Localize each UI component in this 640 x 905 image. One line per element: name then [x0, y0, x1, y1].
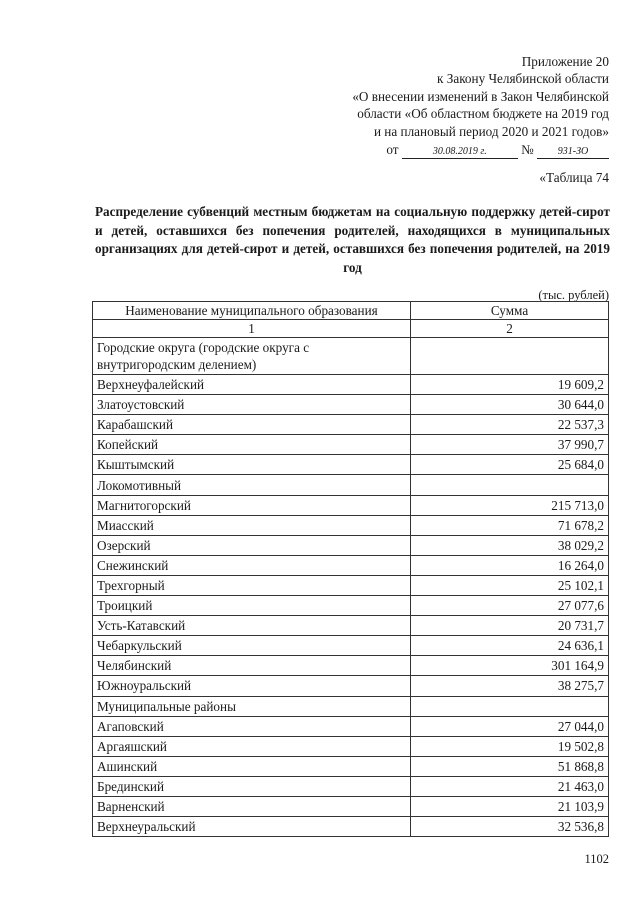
subvention-amount: 19 502,8	[411, 736, 609, 756]
municipality-name: Варненский	[93, 796, 411, 816]
appendix-header	[352, 53, 609, 159]
subvention-amount: 21 103,9	[411, 796, 609, 816]
table-row	[93, 676, 609, 696]
municipality-name: Трехгорный	[93, 575, 411, 595]
municipality-name: Копейский	[93, 435, 411, 455]
subvention-amount: 38 275,7	[411, 676, 609, 696]
subvention-amount: 27 077,6	[411, 596, 609, 616]
appendix-line-1: Приложение 20	[521, 54, 609, 69]
table-row	[93, 716, 609, 736]
law-number: 931-ЗО	[537, 146, 609, 159]
municipality-name: Озерский	[93, 535, 411, 555]
subvention-amount: 51 868,8	[411, 756, 609, 776]
municipality-name: Локомотивный	[93, 475, 411, 495]
units-note: (тыс. рублей)	[538, 288, 609, 302]
table-row	[93, 495, 609, 515]
table-row	[93, 736, 609, 756]
subvention-amount	[411, 475, 609, 495]
table-index-row	[93, 320, 609, 338]
group-sum-empty	[411, 696, 609, 716]
table-row	[93, 616, 609, 636]
municipality-name: Верхнеуральский	[93, 817, 411, 837]
municipality-name: Магнитогорский	[93, 495, 411, 515]
subvention-amount: 25 684,0	[411, 455, 609, 475]
subvention-amount: 38 029,2	[411, 535, 609, 555]
municipality-name: Кыштымский	[93, 455, 411, 475]
table-row	[93, 596, 609, 616]
number-prefix: №	[521, 142, 534, 158]
municipality-name: Чебаркульский	[93, 636, 411, 656]
group-label: Муниципальные районы	[93, 696, 411, 716]
municipality-name: Снежинский	[93, 555, 411, 575]
municipality-name: Аргаяшский	[93, 736, 411, 756]
law-date-line	[352, 141, 609, 159]
municipality-name: Агаповский	[93, 716, 411, 736]
subvention-amount: 32 536,8	[411, 817, 609, 837]
municipality-name: Троицкий	[93, 596, 411, 616]
municipality-name: Южноуральский	[93, 676, 411, 696]
column-header-sum: Сумма	[411, 302, 609, 320]
table-row	[93, 455, 609, 475]
subvention-amount: 215 713,0	[411, 495, 609, 515]
table-row	[93, 515, 609, 535]
table-row	[93, 796, 609, 816]
group-label: Городские округа (городские округа с внутригородским делением)	[93, 338, 411, 375]
date-prefix: от	[386, 142, 399, 158]
subvention-amount: 27 044,0	[411, 716, 609, 736]
column-header-name: Наименование муниципального образования	[93, 302, 411, 320]
law-date: 30.08.2019 г.	[402, 146, 518, 159]
table-row	[93, 636, 609, 656]
municipality-name: Златоустовский	[93, 395, 411, 415]
subvention-amount: 19 609,2	[411, 375, 609, 395]
subvention-amount: 21 463,0	[411, 776, 609, 796]
table-row	[93, 817, 609, 837]
subvention-amount: 37 990,7	[411, 435, 609, 455]
subvention-amount: 16 264,0	[411, 555, 609, 575]
table-row	[93, 395, 609, 415]
column-index-2: 2	[411, 320, 609, 338]
appendix-line-2: к Закону Челябинской области	[437, 71, 609, 87]
table-row	[93, 756, 609, 776]
municipality-name: Усть-Катавский	[93, 616, 411, 636]
municipality-name: Брединский	[93, 776, 411, 796]
column-index-1: 1	[93, 320, 411, 338]
table-row	[93, 776, 609, 796]
subvention-amount: 30 644,0	[411, 395, 609, 415]
subvention-table	[92, 301, 609, 837]
group-row-municipal-districts	[93, 696, 609, 716]
table-row	[93, 555, 609, 575]
subvention-amount: 301 164,9	[411, 656, 609, 676]
subvention-amount: 20 731,7	[411, 616, 609, 636]
table-row	[93, 415, 609, 435]
table-label: «Таблица 74	[539, 170, 609, 185]
appendix-line-4: области «Об областном бюджете на 2019 год	[357, 106, 609, 122]
table-row	[93, 656, 609, 676]
group-sum-empty	[411, 338, 609, 375]
table-body	[93, 338, 609, 837]
municipality-name: Челябинский	[93, 656, 411, 676]
table-header-row	[93, 302, 609, 320]
municipality-name: Ашинский	[93, 756, 411, 776]
document-title: Распределение субвенций местным бюджетам на социальную поддержку детей-сирот и детей, оставшихся без попечения родителей, находящихся в муниципальных организациях для детей-сирот и детей, оставшихся без попечения родителей, на 2019 год	[95, 204, 610, 275]
municipality-name: Миасский	[93, 515, 411, 535]
table-row	[93, 575, 609, 595]
table-row	[93, 535, 609, 555]
table-row	[93, 435, 609, 455]
municipality-name: Верхнеуфалейский	[93, 375, 411, 395]
appendix-line-3: «О внесении изменений в Закон Челябинской	[352, 88, 609, 104]
table-row	[93, 375, 609, 395]
subvention-amount: 25 102,1	[411, 575, 609, 595]
group-row-urban-districts	[93, 338, 609, 375]
municipality-name: Карабашский	[93, 415, 411, 435]
page-number: 1102	[584, 852, 609, 866]
subvention-amount: 22 537,3	[411, 415, 609, 435]
appendix-line-5: и на плановый период 2020 и 2021 годов»	[373, 123, 609, 139]
subvention-amount: 24 636,1	[411, 636, 609, 656]
table-row	[93, 475, 609, 495]
subvention-amount: 71 678,2	[411, 515, 609, 535]
